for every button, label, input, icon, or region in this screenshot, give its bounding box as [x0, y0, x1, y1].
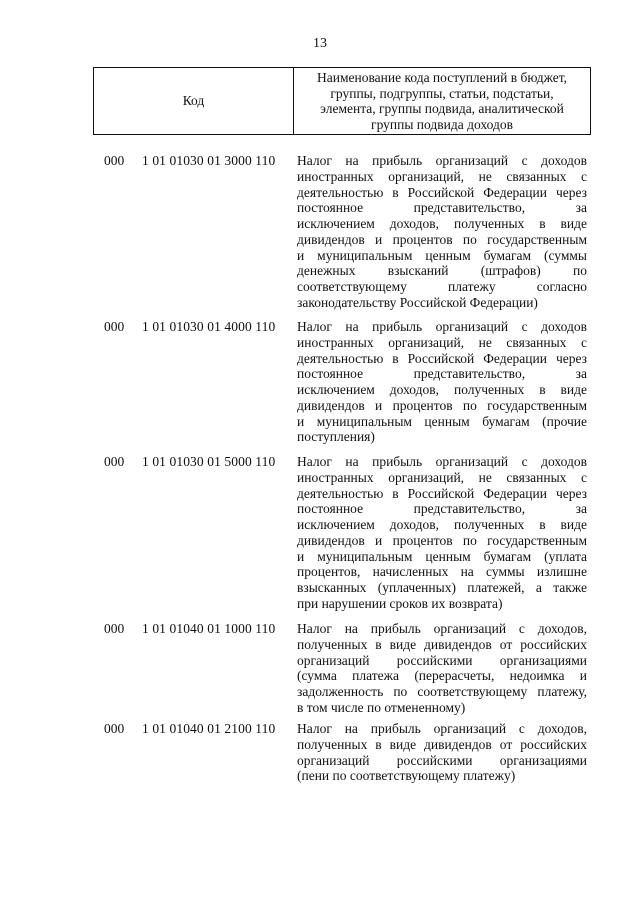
code-description [297, 454, 587, 612]
header-name-line: группы, подгруппы, статьи, подстатьи, [330, 85, 554, 101]
description-line: исключением доходов, полученных в виде [297, 216, 587, 231]
description-line: полученных в виде дивидендов от российских [297, 636, 587, 652]
header-code-cell: Код [94, 68, 294, 134]
description-line: процентов, начисленных на суммы излишне [297, 564, 587, 580]
description-line: деятельностью в Российской Федерации через [297, 184, 587, 200]
code-description [297, 621, 587, 716]
description-line: организаций российскими организациями [297, 652, 587, 668]
admin-code: 000 [104, 153, 125, 168]
description-line: в том числе по отмененному) [297, 699, 466, 715]
description-line: постоянное представительство, за [297, 366, 587, 382]
description-line: исключением доходов, полученных в виде [297, 517, 587, 532]
table-header [93, 67, 591, 135]
description-line: постоянное представительство, за [297, 200, 587, 216]
description-line: и муниципальным ценным бумагам (суммы [297, 247, 587, 263]
budget-code: 1 01 01030 01 4000 110 [142, 319, 276, 334]
code-description [297, 153, 587, 311]
header-name-line: элемента, группы подвида, аналитической [320, 101, 564, 116]
code-description [297, 319, 587, 445]
description-line: (сумма платежа (перерасчеты, недоимка и [297, 668, 587, 684]
budget-code: 1 01 01030 01 5000 110 [142, 454, 276, 469]
description-line: Налог на прибыль организаций с доходов [297, 153, 587, 168]
page-number: 13 [313, 36, 327, 51]
description-line: поступления) [297, 429, 375, 445]
header-name-cell [294, 68, 590, 134]
description-line: (пени по соответствующему платежу) [297, 768, 516, 784]
description-line: Налог на прибыль организаций с доходов [297, 454, 587, 469]
description-line: дивидендов и процентов по государственным [297, 231, 587, 247]
description-line: при нарушении сроков их возврата) [297, 595, 503, 611]
budget-code: 1 01 01040 01 2100 110 [142, 721, 276, 736]
description-line: исключением доходов, полученных в виде [297, 382, 587, 397]
description-line: и муниципальным ценным бумагам (уплата [297, 548, 587, 564]
description-line: Налог на прибыль организаций с доходов, [297, 621, 587, 636]
description-line: законодательству Российской Федерации) [297, 294, 538, 310]
description-line: полученных в виде дивидендов от российских [297, 736, 587, 752]
header-name-line: группы подвида доходов [371, 116, 513, 132]
description-line: постоянное представительство, за [297, 501, 587, 517]
description-line: дивидендов и процентов по государственным [297, 397, 587, 413]
description-line: задолженность по соответствующему платежу, [297, 684, 587, 699]
description-line: и муниципальным ценным бумагам (прочие [297, 413, 587, 429]
header-name-line: Наименование кода поступлений в бюджет, [316, 70, 567, 85]
description-line: Налог на прибыль организаций с доходов, [297, 721, 587, 736]
description-line: денежных взысканий (штрафов) по [297, 263, 587, 279]
description-line: взысканных (уплаченных) платежей, а также [297, 580, 587, 595]
admin-code: 000 [104, 721, 125, 736]
description-line: дивидендов и процентов по государственным [297, 532, 587, 548]
code-description [297, 721, 587, 784]
description-line: иностранных организаций, не связанных с [297, 469, 587, 485]
description-line: иностранных организаций, не связанных с [297, 334, 587, 350]
budget-code: 1 01 01040 01 1000 110 [142, 621, 276, 636]
admin-code: 000 [104, 319, 125, 334]
description-line: деятельностью в Российской Федерации через [297, 350, 587, 366]
description-line: соответствующему платежу согласно [297, 279, 587, 294]
description-line: деятельностью в Российской Федерации через [297, 485, 587, 501]
admin-code: 000 [104, 454, 125, 469]
budget-code: 1 01 01030 01 3000 110 [142, 153, 276, 168]
admin-code: 000 [104, 621, 125, 636]
description-line: Налог на прибыль организаций с доходов [297, 319, 587, 334]
description-line: иностранных организаций, не связанных с [297, 168, 587, 184]
description-line: организаций российскими организациями [297, 752, 587, 768]
